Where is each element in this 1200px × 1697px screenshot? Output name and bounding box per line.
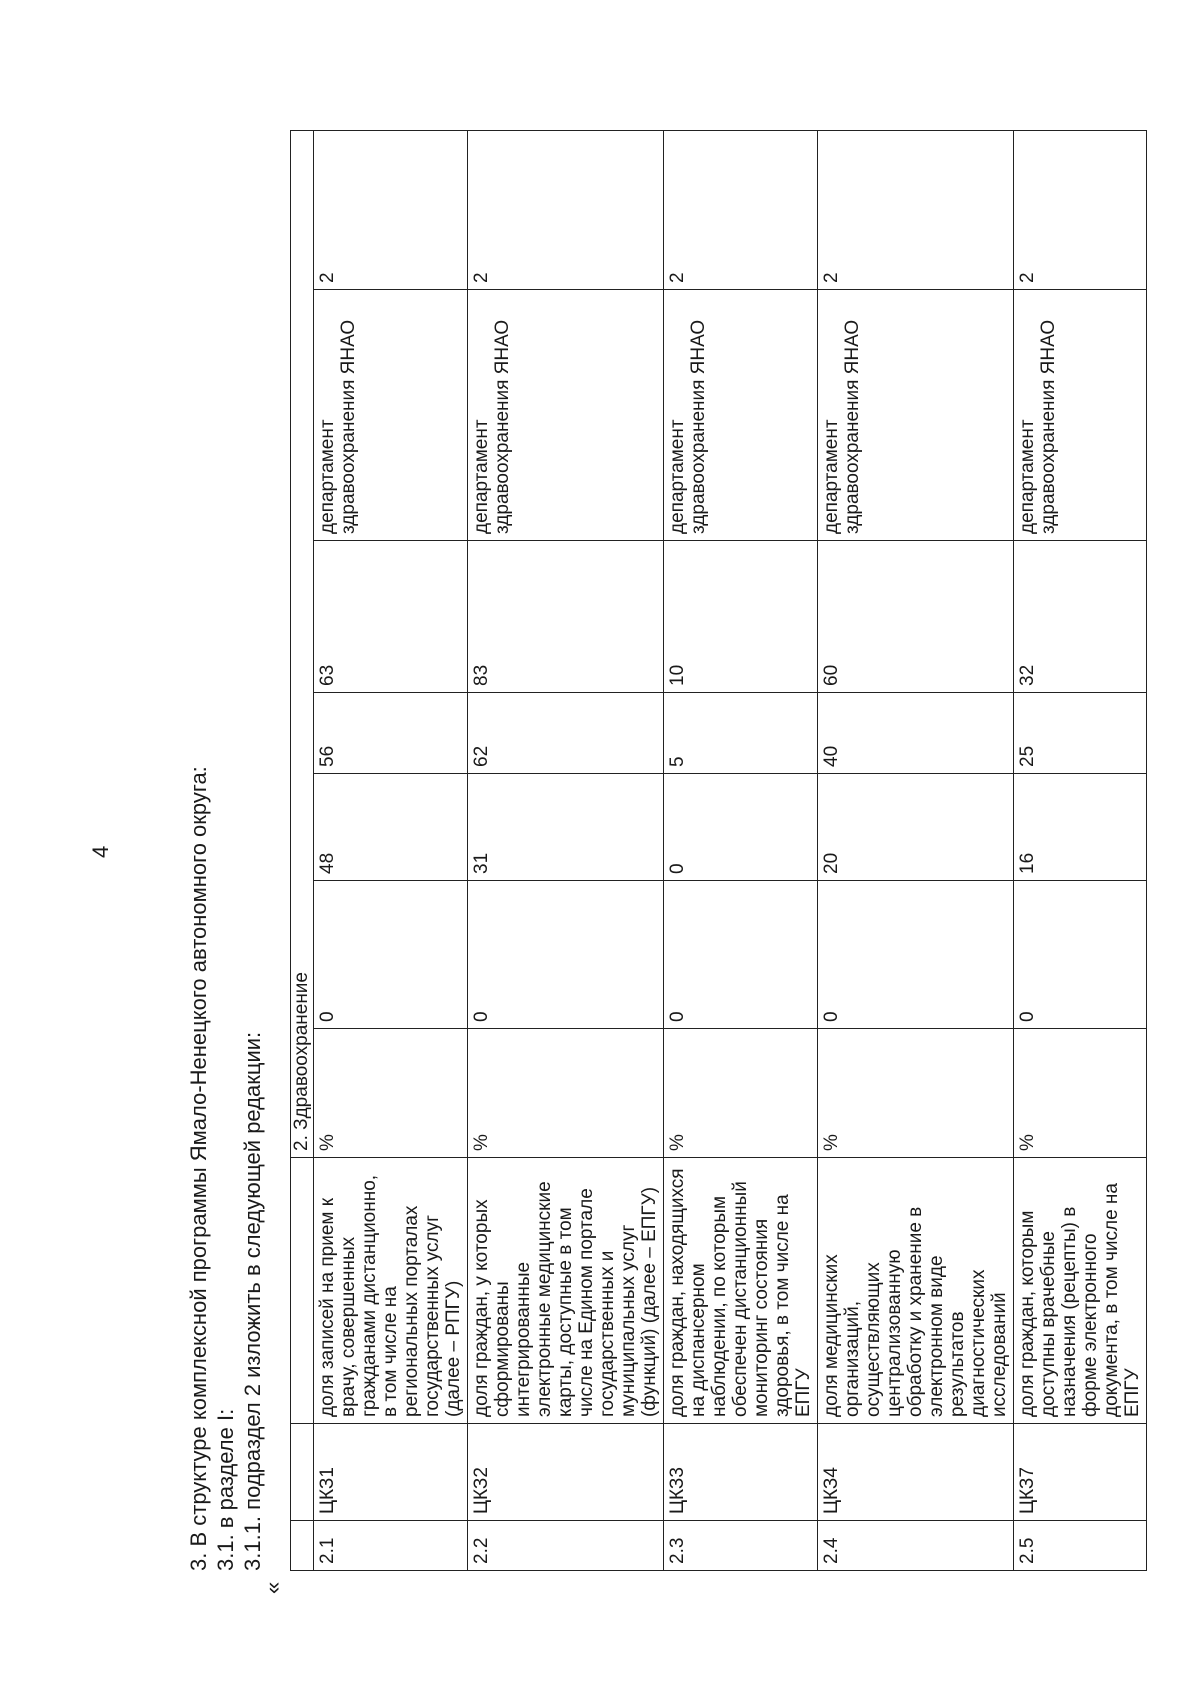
- table-row: [468, 130, 664, 1570]
- value-cell-1: 0: [468, 881, 664, 1029]
- value-cell-1: 0: [664, 881, 818, 1029]
- value-cell-3: 56: [314, 693, 468, 774]
- value-cell-2: 20: [818, 774, 1014, 881]
- page-number: 4: [88, 845, 113, 858]
- value-cell-4: 10: [664, 541, 818, 693]
- table-row: [818, 130, 1014, 1570]
- unit-cell: %: [314, 1029, 468, 1158]
- value-cell-4: 32: [1014, 541, 1147, 693]
- indicator-code: ЦКЗ3: [664, 1424, 818, 1521]
- row-number: 2.3: [664, 1521, 818, 1571]
- last-column-value: 2: [314, 130, 468, 289]
- responsible-department: департамент здравоохранения ЯНАО: [1014, 290, 1147, 541]
- value-cell-1: 0: [314, 881, 468, 1029]
- value-cell-2: 0: [664, 774, 818, 881]
- value-cell-3: 40: [818, 693, 1014, 774]
- value-cell-3: 5: [664, 693, 818, 774]
- last-column-value: 2: [468, 130, 664, 289]
- value-cell-4: 83: [468, 541, 664, 693]
- table-row: [1014, 130, 1147, 1570]
- unit-cell: %: [818, 1029, 1014, 1158]
- table-row: [664, 130, 818, 1570]
- last-column-value: 2: [1014, 130, 1147, 289]
- value-cell-2: 31: [468, 774, 664, 881]
- value-cell-2: 16: [1014, 774, 1147, 881]
- intro-line-3: 3.1.1. подраздел 2 изложить в следующей редакции:: [240, 1031, 265, 1571]
- responsible-department: департамент здравоохранения ЯНАО: [468, 290, 664, 541]
- unit-cell: %: [1014, 1029, 1147, 1158]
- row-number: 2.4: [818, 1521, 1014, 1571]
- section-spacer: [291, 1158, 314, 1424]
- value-cell-4: 60: [818, 541, 1014, 693]
- indicator-description: доля граждан, находящихся на диспансерном наблюдении, по которым обеспечен дистанционный мониторинг состояния здоровья, в том числе на ЕПГУ: [664, 1158, 818, 1424]
- indicator-description: доля граждан, у которых сформированы интегрированные электронные медицинские карты, доступные в том числе на Едином портале государственных и муниципальных услуг (функций) (далее – ЕПГУ): [468, 1158, 664, 1424]
- value-cell-1: 0: [818, 881, 1014, 1029]
- intro-line-2: 3.1. в разделе I:: [213, 1408, 238, 1571]
- value-cell-3: 62: [468, 693, 664, 774]
- indicator-code: ЦКЗ1: [314, 1424, 468, 1521]
- responsible-department: департамент здравоохранения ЯНАО: [314, 290, 468, 541]
- last-column-value: 2: [818, 130, 1014, 289]
- table-row: [314, 130, 468, 1570]
- indicators-table: [290, 130, 1147, 1571]
- indicator-description: доля записей на прием к врачу, совершенных гражданами дистанционно, в том числе на региональных порталах государственных услуг (далее – РПГУ): [314, 1158, 468, 1424]
- last-column-value: 2: [664, 130, 818, 289]
- value-cell-3: 25: [1014, 693, 1147, 774]
- indicator-code: ЦКЗ4: [818, 1424, 1014, 1521]
- row-number: 2.5: [1014, 1521, 1147, 1571]
- unit-cell: %: [664, 1029, 818, 1158]
- value-cell-2: 48: [314, 774, 468, 881]
- unit-cell: %: [468, 1029, 664, 1158]
- section-spacer: [291, 1521, 314, 1571]
- intro-line-1: 3. В структуре комплексной программы Ямало-Ненецкого автономного округа:: [186, 766, 211, 1571]
- indicator-code: ЦКЗ2: [468, 1424, 664, 1521]
- value-cell-4: 63: [314, 541, 468, 693]
- responsible-department: департамент здравоохранения ЯНАО: [818, 290, 1014, 541]
- responsible-department: департамент здравоохранения ЯНАО: [664, 290, 818, 541]
- section-row: [291, 130, 314, 1570]
- indicator-description: доля граждан, которым доступны врачебные назначения (рецепты) в форме электронного документа, в том числе на ЕПГУ: [1014, 1158, 1147, 1424]
- section-spacer: [291, 1424, 314, 1521]
- intro-text: [185, 766, 266, 1571]
- row-number: 2.2: [468, 1521, 664, 1571]
- value-cell-1: 0: [1014, 881, 1147, 1029]
- row-number: 2.1: [314, 1521, 468, 1571]
- opening-quote: «: [260, 1581, 285, 1594]
- indicator-code: ЦКЗ7: [1014, 1424, 1147, 1521]
- section-title: 2. Здравоохранение: [291, 130, 314, 1157]
- indicator-description: доля медицинских организаций, осуществляющих централизованную обработку и хранение в электронном виде результатов диагностических исследований: [818, 1158, 1014, 1424]
